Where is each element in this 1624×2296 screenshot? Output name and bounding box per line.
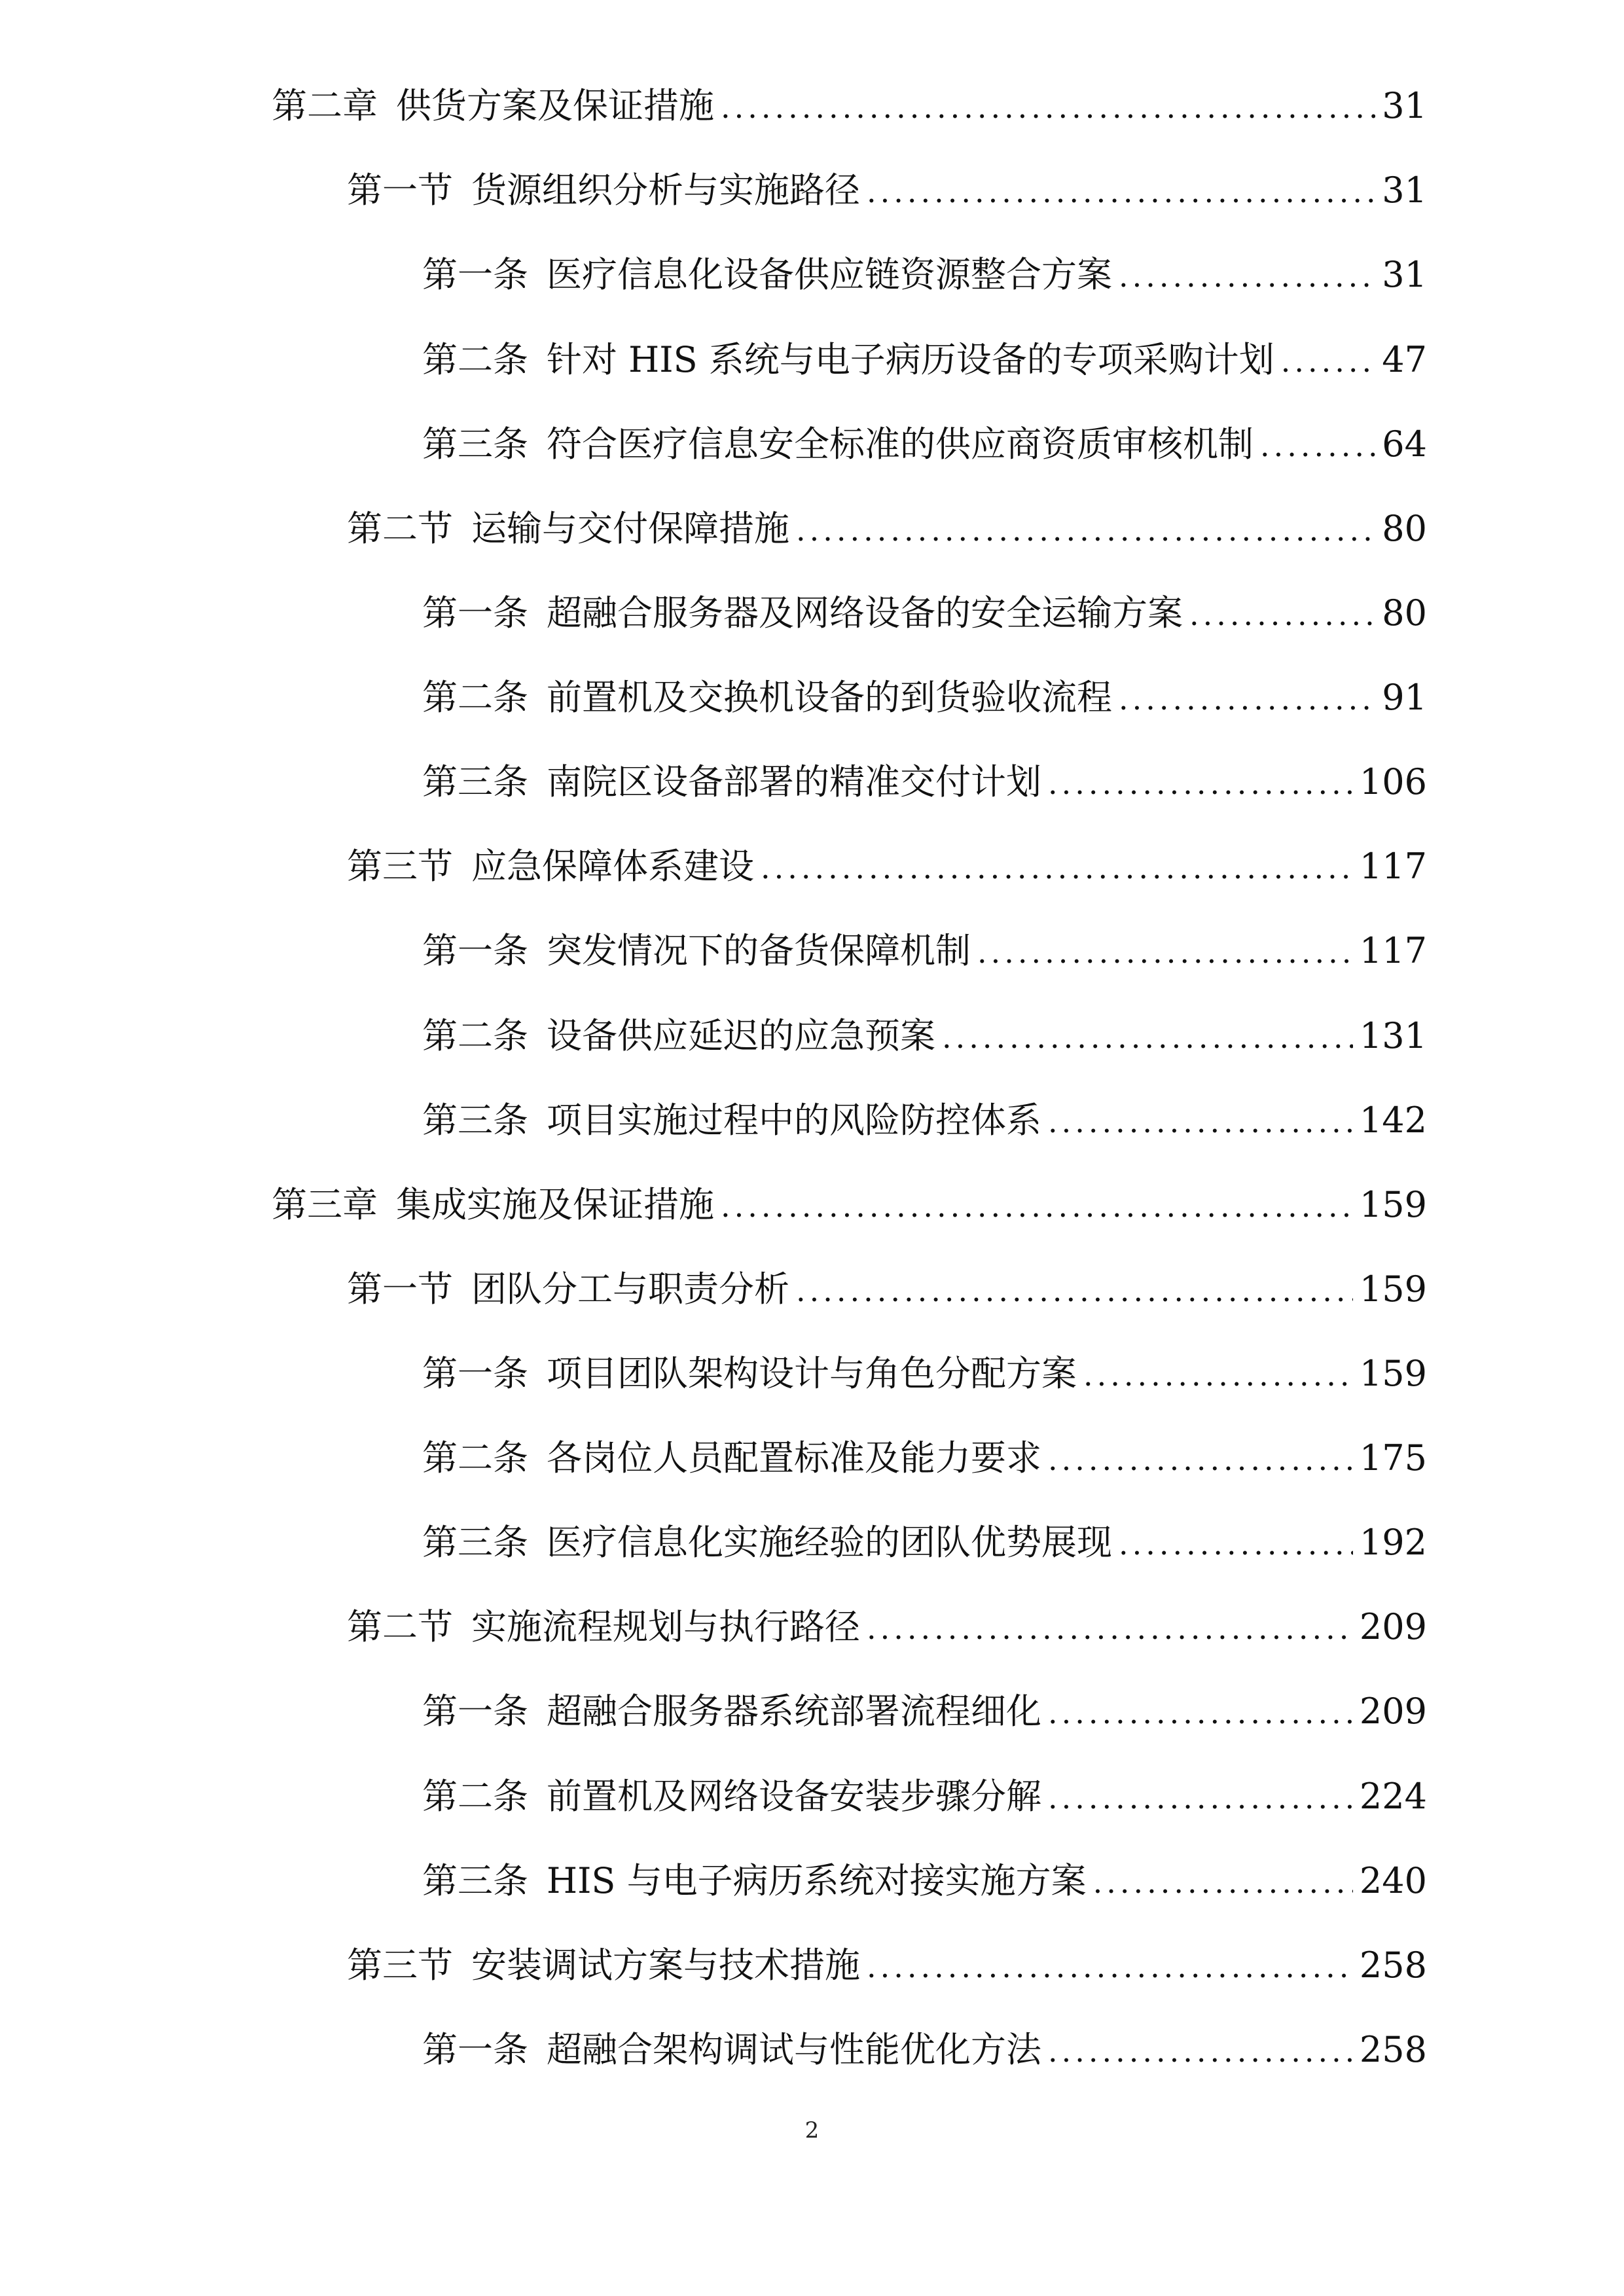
dot-leader bbox=[1260, 418, 1375, 471]
entry-number: 第三条 bbox=[422, 1100, 528, 1141]
entry-number: 第二节 bbox=[347, 1606, 453, 1647]
toc-entry-article[interactable] bbox=[422, 925, 1427, 977]
entry-page-number: 31 bbox=[1382, 85, 1427, 126]
entry-title: 突发情况下的备货保障机制 bbox=[547, 930, 971, 971]
entry-title: 符合医疗信息安全标准的供应商资质审核机制 bbox=[547, 423, 1254, 465]
entry-page-number: 80 bbox=[1382, 508, 1427, 549]
entry-page-number: 47 bbox=[1382, 339, 1427, 380]
toc-entry-article[interactable] bbox=[422, 756, 1427, 808]
dot-leader bbox=[867, 164, 1375, 217]
entry-number: 第一条 bbox=[422, 1691, 528, 1732]
entry-number: 第二条 bbox=[422, 1776, 528, 1817]
toc-entry-section[interactable] bbox=[347, 1601, 1427, 1653]
entry-page-number: 117 bbox=[1359, 930, 1427, 971]
entry-title: HIS 与电子病历系统对接实施方案 bbox=[547, 1860, 1087, 1901]
entry-number: 第三条 bbox=[422, 761, 528, 802]
toc-entry-section[interactable] bbox=[347, 1939, 1427, 1992]
entry-number: 第二条 bbox=[422, 1015, 528, 1056]
entry-title: 超融合服务器及网络设备的安全运输方案 bbox=[547, 592, 1183, 634]
entry-page-number: 64 bbox=[1382, 423, 1427, 465]
dot-leader bbox=[1048, 2024, 1353, 2076]
entry-title: 供货方案及保证措施 bbox=[396, 85, 714, 126]
dot-leader bbox=[942, 1010, 1353, 1062]
entry-number: 第一节 bbox=[347, 170, 453, 211]
dot-leader bbox=[761, 840, 1353, 893]
entry-page-number: 159 bbox=[1359, 1268, 1427, 1310]
toc-entry-article[interactable] bbox=[422, 1855, 1427, 1907]
entry-title: 安装调试方案与技术措施 bbox=[471, 1945, 860, 1986]
entry-page-number: 175 bbox=[1359, 1437, 1427, 1479]
dot-leader bbox=[796, 503, 1375, 555]
entry-number: 第三章 bbox=[272, 1184, 378, 1225]
entry-page-number: 224 bbox=[1359, 1776, 1427, 1817]
entry-page-number: 106 bbox=[1359, 761, 1427, 802]
entry-page-number: 159 bbox=[1359, 1353, 1427, 1394]
dot-leader bbox=[1189, 587, 1375, 639]
entry-title: 运输与交付保障措施 bbox=[471, 508, 789, 549]
dot-leader bbox=[1048, 1685, 1353, 1738]
dot-leader bbox=[977, 925, 1353, 977]
entry-title: 项目团队架构设计与角色分配方案 bbox=[547, 1353, 1077, 1394]
dot-leader bbox=[867, 1939, 1353, 1992]
entry-page-number: 80 bbox=[1382, 592, 1427, 634]
toc-entry-article[interactable] bbox=[422, 587, 1427, 639]
dot-leader bbox=[1281, 334, 1376, 386]
toc-entry-article[interactable] bbox=[422, 2024, 1427, 2076]
dot-leader bbox=[1048, 1770, 1353, 1823]
entry-page-number: 117 bbox=[1359, 846, 1427, 887]
toc-entry-section[interactable] bbox=[347, 1263, 1427, 1316]
entry-title: 前置机及网络设备安装步骤分解 bbox=[547, 1776, 1041, 1817]
dot-leader bbox=[796, 1263, 1353, 1316]
entry-title: 集成实施及保证措施 bbox=[396, 1184, 714, 1225]
toc-entry-chapter[interactable] bbox=[272, 1179, 1427, 1231]
entry-title: 超融合架构调试与性能优化方法 bbox=[547, 2029, 1041, 2070]
entry-page-number: 209 bbox=[1359, 1606, 1427, 1647]
entry-title: 超融合服务器系统部署流程细化 bbox=[547, 1691, 1041, 1732]
toc-entry-article[interactable] bbox=[422, 418, 1427, 471]
entry-title: 针对 HIS 系统与电子病历设备的专项采购计划 bbox=[547, 339, 1274, 380]
toc-entry-article[interactable] bbox=[422, 672, 1427, 724]
dot-leader bbox=[1119, 249, 1375, 301]
entry-number: 第二章 bbox=[272, 85, 378, 126]
entry-number: 第二节 bbox=[347, 508, 453, 549]
entry-page-number: 31 bbox=[1382, 254, 1427, 295]
dot-leader bbox=[1093, 1855, 1353, 1907]
entry-title: 设备供应延迟的应急预案 bbox=[547, 1015, 935, 1056]
dot-leader bbox=[721, 1179, 1353, 1231]
toc-entry-article[interactable] bbox=[422, 1516, 1427, 1569]
entry-number: 第一节 bbox=[347, 1268, 453, 1310]
entry-page-number: 142 bbox=[1359, 1100, 1427, 1141]
dot-leader bbox=[1119, 1516, 1353, 1569]
dot-leader bbox=[1083, 1348, 1353, 1400]
dot-leader bbox=[1119, 672, 1375, 724]
entry-number: 第一条 bbox=[422, 1353, 528, 1394]
entry-page-number: 209 bbox=[1359, 1691, 1427, 1732]
entry-number: 第三条 bbox=[422, 1522, 528, 1563]
entry-number: 第二条 bbox=[422, 1437, 528, 1479]
entry-title: 医疗信息化设备供应链资源整合方案 bbox=[547, 254, 1112, 295]
entry-page-number: 258 bbox=[1359, 2029, 1427, 2070]
entry-page-number: 192 bbox=[1359, 1522, 1427, 1563]
toc-entry-article[interactable] bbox=[422, 1685, 1427, 1738]
toc-entry-article[interactable] bbox=[422, 1432, 1427, 1484]
entry-page-number: 240 bbox=[1359, 1860, 1427, 1901]
toc-entry-article[interactable] bbox=[422, 1770, 1427, 1823]
entry-number: 第三条 bbox=[422, 423, 528, 465]
entry-page-number: 159 bbox=[1359, 1184, 1427, 1225]
entry-title: 南院区设备部署的精准交付计划 bbox=[547, 761, 1041, 802]
entry-page-number: 131 bbox=[1359, 1015, 1427, 1056]
dot-leader bbox=[721, 80, 1375, 132]
toc-entry-article[interactable] bbox=[422, 249, 1427, 301]
entry-title: 货源组织分析与实施路径 bbox=[471, 170, 860, 211]
entry-title: 各岗位人员配置标准及能力要求 bbox=[547, 1437, 1041, 1479]
page-number: 2 bbox=[804, 2117, 820, 2144]
entry-number: 第二条 bbox=[422, 677, 528, 718]
entry-number: 第三条 bbox=[422, 1860, 528, 1901]
entry-title: 项目实施过程中的风险防控体系 bbox=[547, 1100, 1041, 1141]
entry-number: 第一条 bbox=[422, 2029, 528, 2070]
toc-entry-section[interactable] bbox=[347, 840, 1427, 893]
entry-number: 第三节 bbox=[347, 1945, 453, 1986]
dot-leader bbox=[1048, 1094, 1353, 1147]
entry-title: 医疗信息化实施经验的团队优势展现 bbox=[547, 1522, 1112, 1563]
entry-number: 第一条 bbox=[422, 254, 528, 295]
entry-title: 实施流程规划与执行路径 bbox=[471, 1606, 860, 1647]
dot-leader bbox=[1048, 756, 1353, 808]
toc-entry-article[interactable] bbox=[422, 1094, 1427, 1147]
entry-number: 第二条 bbox=[422, 339, 528, 380]
toc-entry-chapter[interactable] bbox=[272, 80, 1427, 132]
entry-number: 第三节 bbox=[347, 846, 453, 887]
toc-entry-section[interactable] bbox=[347, 164, 1427, 217]
entry-number: 第一条 bbox=[422, 592, 528, 634]
toc-entry-section[interactable] bbox=[347, 503, 1427, 555]
toc-entry-article[interactable] bbox=[422, 334, 1427, 386]
entry-page-number: 91 bbox=[1382, 677, 1427, 718]
entry-page-number: 31 bbox=[1382, 170, 1427, 211]
dot-leader bbox=[1048, 1432, 1353, 1484]
toc-entry-article[interactable] bbox=[422, 1348, 1427, 1400]
entry-title: 前置机及交换机设备的到货验收流程 bbox=[547, 677, 1112, 718]
entry-title: 团队分工与职责分析 bbox=[471, 1268, 789, 1310]
entry-number: 第一条 bbox=[422, 930, 528, 971]
entry-page-number: 258 bbox=[1359, 1945, 1427, 1986]
toc-entry-article[interactable] bbox=[422, 1010, 1427, 1062]
entry-title: 应急保障体系建设 bbox=[471, 846, 754, 887]
dot-leader bbox=[867, 1601, 1353, 1653]
